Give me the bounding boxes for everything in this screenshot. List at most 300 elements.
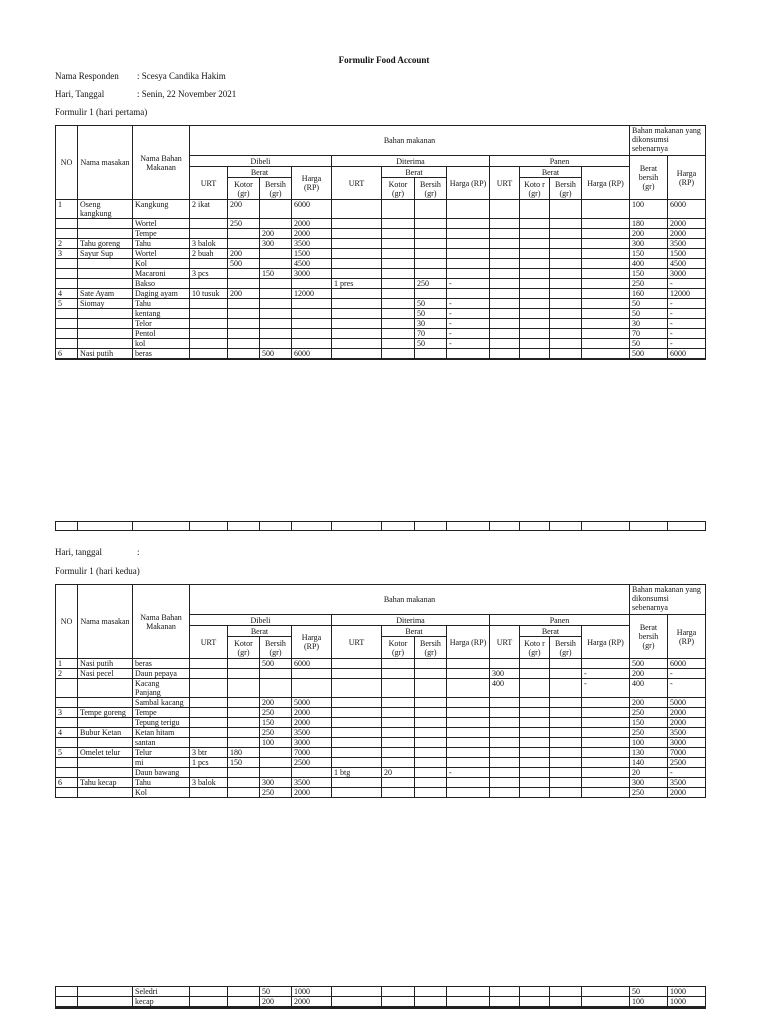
table-row [56,239,706,249]
table-cell [490,728,520,738]
table-cell: 300 [490,669,520,679]
header-bersih-panen: Bersih (gr) [550,178,582,200]
table-cell [520,299,550,309]
table-cell [490,659,520,669]
table-cell: - [668,768,706,778]
table-cell [415,738,447,748]
table-cell [520,359,550,360]
table-cell [78,309,133,319]
table-row [56,339,706,349]
table-row [56,738,706,748]
table-cell: kentang [133,309,190,319]
table-cell: Tahu [133,299,190,309]
table-cell [447,269,490,279]
table-cell: 100 [630,200,668,219]
table-cell [582,359,630,360]
table-cell: 2 ikat [190,200,228,219]
table-cell: 4 [56,289,78,299]
table-cell: 500 [630,659,668,669]
table-cell [190,522,228,531]
table-cell: 6000 [292,659,332,669]
table-cell: - [668,679,706,698]
table-cell [447,738,490,748]
table-cell: 50 [415,309,447,319]
table-cell: 250 [415,279,447,289]
table-cell [190,698,228,708]
table-cell [520,758,550,768]
table-cell [332,259,382,269]
table-cell: 3000 [292,738,332,748]
table-cell: - [447,319,490,329]
table-cell [447,1008,490,1009]
table-cell [550,200,582,219]
table-cell [415,659,447,669]
table-cell: 3500 [668,728,706,738]
table-cell [520,249,550,259]
table-cell: - [668,279,706,289]
table-cell [228,997,260,1007]
header-urt-diterima: URT [332,626,382,659]
table-cell: 2000 [292,229,332,239]
table-cell [260,359,292,360]
header-nama-bahan: Nama Bahan Makanan [133,585,190,659]
table-row [56,778,706,788]
table-cell [447,289,490,299]
table-cell [228,718,260,728]
table-cell [332,239,382,249]
table-cell [520,748,550,758]
table-cell: - [668,309,706,319]
table-cell: Kol [133,788,190,798]
table-cell [550,1008,582,1009]
table-cell [550,279,582,289]
table-cell [78,269,133,279]
table-cell [520,219,550,229]
table-cell [78,329,133,339]
header-harga-diterima: Harga (RP) [447,167,490,200]
table-cell [415,349,447,359]
table-row [56,289,706,299]
table-cell [520,679,550,698]
table-cell: 12000 [668,289,706,299]
table-cell [190,718,228,728]
table-cell: 1500 [668,249,706,259]
table-cell: 6 [56,778,78,788]
table-cell [56,1008,78,1009]
table-cell: 2 [56,669,78,679]
table-cell [56,309,78,319]
table-cell [78,768,133,778]
table-cell [190,738,228,748]
table-cell: 70 [415,329,447,339]
table-cell: 200 [630,698,668,708]
table-cell [78,1008,133,1009]
table-cell [260,1008,292,1009]
table-cell: 1 pres [332,279,382,289]
table-cell [582,758,630,768]
table-cell [447,728,490,738]
table-cell [415,1008,447,1009]
table-cell [228,738,260,748]
table-cell [332,289,382,299]
table-cell [292,299,332,309]
table-cell [550,299,582,309]
table-cell: - [447,279,490,289]
header-nama-masakan: Nama masakan [78,585,133,659]
table-cell [520,259,550,269]
table-cell: 6000 [292,349,332,359]
table-cell: - [447,329,490,339]
table-cell [490,309,520,319]
table-cell [228,788,260,798]
table-cell [260,200,292,219]
table-cell [582,659,630,669]
table-cell [550,269,582,279]
table-cell [447,669,490,679]
table-cell [260,522,292,531]
table-cell: 10 tusuk [190,289,228,299]
table-cell [228,229,260,239]
table-cell: 400 [630,259,668,269]
table-cell [190,229,228,239]
header-berat-panen: Berat [520,626,582,637]
table-cell [332,339,382,349]
table-cell: 3500 [292,778,332,788]
table-cell: 12000 [292,289,332,299]
table-cell [447,708,490,718]
table-cell: 3000 [668,269,706,279]
table-cell [490,239,520,249]
table-cell [190,788,228,798]
table-cell [382,718,415,728]
table-cell [228,698,260,708]
table-cell [56,718,78,728]
table-cell [415,259,447,269]
table-cell [382,339,415,349]
table-cell [490,748,520,758]
table-cell [382,200,415,219]
table-cell: Tempe goreng [78,708,133,718]
table-cell [490,788,520,798]
table-cell: Sambal kacang [133,698,190,708]
table-cell: Tahu [133,778,190,788]
table-cell: 3 [56,708,78,718]
table-cell [190,319,228,329]
table-cell [550,249,582,259]
table-cell [447,748,490,758]
table-cell: 150 [228,758,260,768]
table-cell: 3500 [668,778,706,788]
table-cell: 5 [56,299,78,309]
table-cell [190,359,228,360]
table-cell [382,249,415,259]
table-cell [447,758,490,768]
table-cell [56,788,78,798]
table-cell: 160 [630,289,668,299]
table-cell [332,669,382,679]
table-cell [382,299,415,309]
table-cell: 150 [630,249,668,259]
table-cell [520,522,550,531]
table-cell [490,279,520,289]
table-cell [415,229,447,239]
table-cell [582,718,630,728]
table-cell: 1 pcs [190,758,228,768]
table-cell: Telor [133,319,190,329]
table-cell [520,738,550,748]
table-cell [332,778,382,788]
table-cell [292,522,332,531]
table-cell [78,219,133,229]
table-cell [332,728,382,738]
table-cell [332,758,382,768]
header-kotor-panen: Koto r (gr) [520,637,550,659]
table-cell [292,1008,332,1009]
table-cell [56,768,78,778]
table-cell [447,698,490,708]
header-berat-diterima: Berat [382,167,447,178]
header-harga-panen: Harga (RP) [582,626,630,659]
table-cell [582,239,630,249]
table-cell: Wortel [133,249,190,259]
table-cell [520,659,550,669]
table-cell: 400 [630,679,668,698]
header-harga-konsumsi: Harga (RP) [668,615,706,659]
table-row [56,269,706,279]
table-cell: 2000 [292,219,332,229]
table-cell [292,319,332,329]
table-cell [332,319,382,329]
table-cell: - [582,669,630,679]
table-cell: 250 [630,728,668,738]
table-cell [228,339,260,349]
table-cell: 3 balok [190,239,228,249]
table-cell [447,987,490,997]
form2-label: Formulir 1 (hari kedua) [55,566,140,576]
table-cell [550,289,582,299]
table-cell [520,768,550,778]
table-cell: 2000 [668,788,706,798]
table-cell [490,200,520,219]
table-cell [332,708,382,718]
table-cell [332,329,382,339]
table-cell [260,669,292,679]
table-cell [56,738,78,748]
table-cell: 50 [415,339,447,349]
table-cell: 3 balok [190,778,228,788]
table-cell [382,289,415,299]
table-cell [190,349,228,359]
table-cell [490,219,520,229]
table-cell [190,669,228,679]
table-cell [550,738,582,748]
table-cell [520,309,550,319]
responden-label: Nama Responden [55,71,119,81]
table-cell [447,229,490,239]
table-cell [490,299,520,309]
table-cell [382,319,415,329]
table-cell [332,219,382,229]
table-cell [447,778,490,788]
table-cell [582,269,630,279]
table-cell [190,659,228,669]
header-no: NO [56,585,78,659]
table-cell [582,200,630,219]
table-cell [332,269,382,279]
table-cell [78,339,133,349]
table-cell [668,522,706,531]
table-cell: 1 [56,659,78,669]
table-cell [56,269,78,279]
table-cell [382,229,415,239]
table-cell [582,778,630,788]
table-cell: 300 [630,778,668,788]
table-cell [447,718,490,728]
table-cell: Ketan hitam [133,728,190,738]
table-cell: beras [133,659,190,669]
table-cell [78,679,133,698]
table-cell [260,289,292,299]
table-cell [78,758,133,768]
table-cell [260,309,292,319]
header-bersih-diterima: Bersih (gr) [415,637,447,659]
header-bahan-makanan: Bahan makanan [190,585,630,615]
table-cell: Siomay [78,299,133,309]
table-cell [133,359,190,360]
table-cell [550,339,582,349]
header-harga-diterima: Harga (RP) [447,626,490,659]
header-harga-panen: Harga (RP) [582,167,630,200]
table-cell: - [668,339,706,349]
table-cell: 300 [260,239,292,249]
table-cell [582,249,630,259]
table-cell [550,728,582,738]
table-row [56,200,706,219]
table-cell [550,758,582,768]
header-berat-dibeli: Berat [228,167,292,178]
table-cell: 2 buah [190,249,228,259]
table-cell [332,249,382,259]
table-cell [550,987,582,997]
table-cell: 2 [56,239,78,249]
table-cell [490,768,520,778]
table-cell [490,987,520,997]
table-cell [415,778,447,788]
document-title: Formulir Food Account [338,55,430,65]
table-cell [550,768,582,778]
table-cell [332,522,382,531]
table-cell [260,219,292,229]
table-cell [490,349,520,359]
table-cell [78,279,133,289]
table-cell: Oseng kangkung [78,200,133,219]
table-cell: 6000 [668,659,706,669]
table-cell: 100 [630,738,668,748]
header-kotor-diterima: Kotor (gr) [382,178,415,200]
header-kotor-panen: Koto r (gr) [520,178,550,200]
table-cell [550,748,582,758]
table-cell [190,987,228,997]
table-cell [78,319,133,329]
table-cell [228,768,260,778]
table-cell [550,239,582,249]
table-cell [260,748,292,758]
table-cell: 500 [260,659,292,669]
table-cell [56,279,78,289]
header-urt-dibeli: URT [190,167,228,200]
table-cell [382,309,415,319]
table-cell [582,997,630,1007]
table-cell: 250 [260,728,292,738]
header-no: NO [56,126,78,200]
table-cell: 2000 [668,718,706,728]
table-cell [228,299,260,309]
table-row [56,359,706,360]
table-cell [582,219,630,229]
table-cell: - [668,329,706,339]
header-nama-masakan: Nama masakan [78,126,133,200]
table-cell [550,359,582,360]
table-cell [260,279,292,289]
table-row [56,698,706,708]
table-cell [582,708,630,718]
table-cell [520,319,550,329]
table-cell: 70 [630,329,668,339]
table-cell [520,289,550,299]
table-cell: 150 [630,718,668,728]
table-cell: 100 [260,738,292,748]
table-cell [332,229,382,239]
table-cell [582,229,630,239]
table-cell: 500 [228,259,260,269]
table-cell [190,768,228,778]
responden-value: : Scesya Candika Hakim [137,71,226,81]
table-cell [332,359,382,360]
table-cell: 200 [630,669,668,679]
table-cell: Tepung terigu [133,718,190,728]
table-cell [582,329,630,339]
header-bahan-makanan: Bahan makanan [190,126,630,156]
table-row [56,768,706,778]
header-bersih-panen: Bersih (gr) [550,637,582,659]
table-cell [382,239,415,249]
table-cell: Tahu kecap [78,778,133,788]
table-cell [56,359,78,360]
table-cell: Kacang Panjang [133,679,190,698]
header-panen: Panen [490,615,630,626]
table-cell: - [447,339,490,349]
table-cell: 3 [56,249,78,259]
table-cell: 50 [630,299,668,309]
table-cell [415,289,447,299]
table-cell [490,708,520,718]
table-cell: Daun bawang [133,768,190,778]
table-cell: 130 [630,748,668,758]
table-cell: 200 [228,249,260,259]
table-row [56,659,706,669]
table-cell: 2500 [668,758,706,768]
table-cell [332,200,382,219]
table-cell: 7000 [292,748,332,758]
table-cell [630,359,668,360]
table-cell: 2000 [292,997,332,1007]
table-row [56,718,706,728]
table-cell: Nasi putih [78,349,133,359]
header-berat-diterima: Berat [382,626,447,637]
table-cell [415,200,447,219]
table-cell: Omelet telur [78,748,133,758]
table-cell [520,229,550,239]
